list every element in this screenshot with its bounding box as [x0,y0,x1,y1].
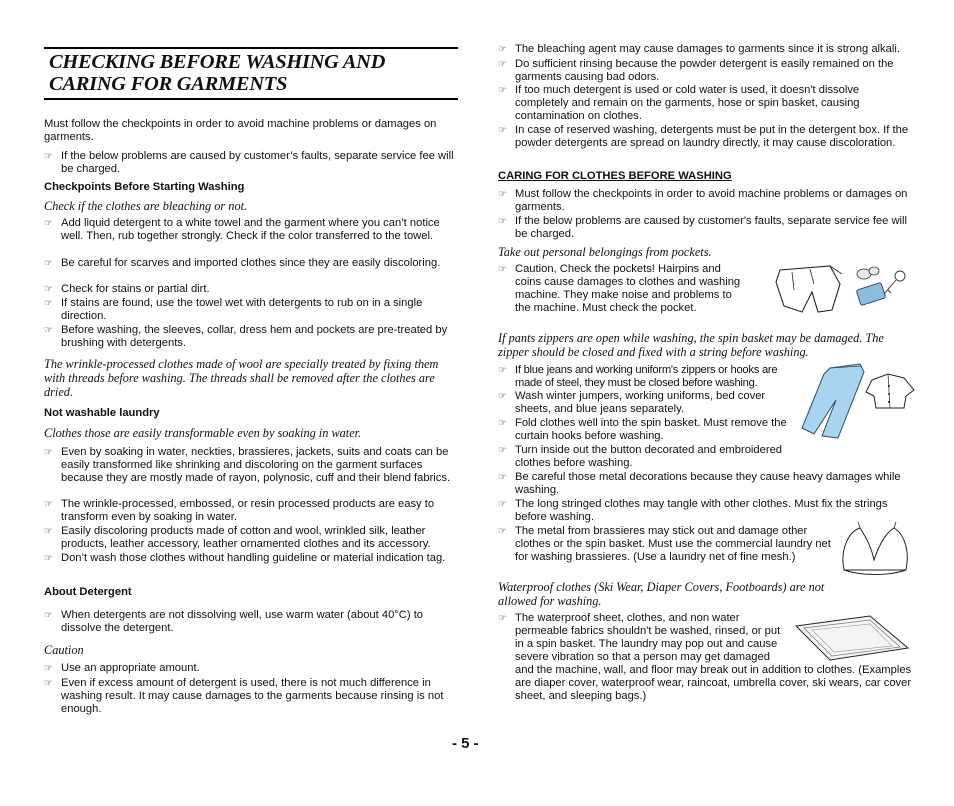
pointing-hand-icon: ☞ [498,445,507,456]
waterproof-subheading: Waterproof clothes (Ski Wear, Diaper Covers, Footboards) are not allowed for washing. [498,580,825,608]
zipper-note: If pants zippers are open while washing, the spin basket may be damaged. The zipper should be closed and fixed with a string before washing. [498,331,884,359]
pointing-hand-icon: ☞ [498,44,507,55]
pointing-hand-icon: ☞ [498,613,507,624]
list-item: ☞ Turn inside out the button decorated and embroidered clothes before washing. [498,444,783,469]
bleaching-subheading: Check if the clothes are bleaching or not. [44,199,248,213]
pointing-hand-icon: ☞ [44,447,53,458]
pointing-hand-icon: ☞ [44,218,53,229]
pointing-hand-icon: ☞ [44,325,53,336]
list-item: ☞ Be careful those metal decorations because they cause heavy damages while washing. [498,471,901,496]
list-item: ☞ Add liquid detergent to a white towel and the garment where you can’t notice well. Then, rub together strongly. Check if the color transferred to the towel. [44,217,440,242]
pointing-hand-icon: ☞ [498,391,507,402]
page-title [49,51,459,95]
pointing-hand-icon: ☞ [498,216,507,227]
pointing-hand-icon: ☞ [498,125,507,136]
list-item: ☞ The waterproof sheet, clothes, and non water permeable fabrics shouldn't be washed, rinsed, or put in a spin basket. The laundry may pop out and cause severe vibration so that a person may get damaged and the machine, wall, and floor may break out in addition to clothes. (Examples are diaper cover, waterproof wear, raincoat, umbrella cover, ski wears, car cover sheet, and sleeping bags.) [498,612,912,702]
title-top-rule [44,47,458,49]
brassiere-illustration [838,520,912,578]
pointing-hand-icon: ☞ [44,151,53,162]
list-item: ☞ If blue jeans and working uniform's zippers or hooks are made of steel, they must be closed before washing. [498,364,778,389]
pointing-hand-icon: ☞ [498,472,507,483]
list-item: ☞ Caution, Check the pockets! Hairpins and coins cause damages to clothes and washing machine. They make noise and problems to the machine. Must check the pocket. [498,263,741,314]
pointing-hand-icon: ☞ [498,59,507,70]
list-item: ☞ If the below problems are caused by customer's faults, separate service fee will be charged. [498,215,908,240]
list-item: ☞ Use an appropriate amount. [44,662,200,674]
pointing-hand-icon: ☞ [44,258,53,269]
list-item: ☞ The wrinkle-processed, embossed, or resin processed products are easy to transform even by soaking in water. [44,498,435,523]
pointing-hand-icon: ☞ [44,284,53,295]
wrinkle-note: The wrinkle-processed clothes made of wool are specially treated by fixing them with threads before washing. The threads shall be removed after the clothes are dried. [44,357,439,399]
pointing-hand-icon: ☞ [44,610,53,621]
list-item: ☞ Must follow the checkpoints in order to avoid machine problems or damages on garments. [498,188,908,213]
not-washable-subheading: Clothes those are easily transformable even by soaking in water. [44,426,362,440]
pointing-hand-icon: ☞ [44,526,53,537]
pointing-hand-icon: ☞ [498,189,507,200]
list-item: ☞ Even if excess amount of detergent is used, there is not much difference in washing result. It may cause damages to the garments because rinsing is not enough. [44,677,444,715]
list-item: ☞ If the below problems are caused by customer’s faults, separate service fee will be charged. [44,150,454,175]
list-item: ☞ Do sufficient rinsing because the powder detergent is easily remained on the garments causing bad odors. [498,58,894,83]
list-item: ☞ If too much detergent is used or cold water is used, it doesn't dissolve completely and remain on the garments, hose or spin basket, causing contamination on clothes. [498,84,860,122]
list-item: ☞ In case of reserved washing, detergents must be put in the detergent box. If the powder detergents are spread on laundry directly, it may cause discoloration. [498,124,909,149]
list-item: ☞ When detergents are not dissolving well, use warm water (about 40°C) to dissolve the detergent. [44,609,424,634]
pointing-hand-icon: ☞ [44,499,53,510]
pointing-hand-icon: ☞ [44,678,53,689]
not-washable-heading: Not washable laundry [44,407,160,419]
pointing-hand-icon: ☞ [498,526,507,537]
page-title-line1: CHECKING BEFORE WASHING AND [49,51,386,73]
pointing-hand-icon: ☞ [44,663,53,674]
caution-label: Caution [44,643,84,657]
detergent-heading: About Detergent [44,586,132,598]
page-number: - 5 - [452,735,479,752]
list-item: ☞ Even by soaking in water, neckties, brassieres, jackets, suits and coats can be easily transformed like shrinking and discoloring on the garment surfaces because they are mostly made of rayon, polynosic, cuff and their blend fabrics. [44,446,451,484]
list-item: ☞ The long stringed clothes may tangle with other clothes. Must fix the strings before washing. [498,498,888,523]
intro-text: Must follow the checkpoints in order to avoid machine problems or damages on garments. [44,118,437,143]
list-item: ☞ If stains are found, use the towel wet with detergents to rub on in a single direction. [44,297,423,322]
list-item: ☞ Easily discoloring products made of cotton and wool, wrinkled silk, leather products, leather accessory, leather ornamented clothes and its accessory. [44,525,431,550]
caring-heading: CARING FOR CLOTHES BEFORE WASHING [498,170,732,182]
list-item: ☞ The metal from brassieres may stick out and damage other clothes or the spin basket. Must use the commercial laundry net for washing brassieres. (Use a laundry net of fine mesh.) [498,525,831,563]
pointing-hand-icon: ☞ [44,553,53,564]
pointing-hand-icon: ☞ [498,85,507,96]
pointing-hand-icon: ☞ [498,264,507,275]
checkpoints-heading: Checkpoints Before Starting Washing [44,181,245,193]
list-item: ☞ Don’t wash those clothes without handling guideline or material indication tag. [44,552,446,564]
pockets-subheading: Take out personal belongings from pockets. [498,245,712,259]
waterproof-sheet-illustration [790,612,912,664]
list-item: ☞ Check for stains or partial dirt. [44,283,210,295]
list-item: ☞ The bleaching agent may cause damages to garments since it is strong alkali. [498,43,900,55]
pointing-hand-icon: ☞ [498,418,507,429]
pants-pocket-illustration [770,262,915,317]
jeans-shirt-illustration [800,362,918,442]
pointing-hand-icon: ☞ [44,298,53,309]
list-item: ☞ Fold clothes well into the spin basket. Must remove the curtain hooks before washing. [498,417,787,442]
title-bottom-rule [44,98,458,100]
pointing-hand-icon: ☞ [498,499,507,510]
page-title-line2: CARING FOR GARMENTS [49,73,288,95]
list-item: ☞ Before washing, the sleeves, collar, dress hem and pockets are pre-treated by brushing with detergents. [44,324,448,349]
pointing-hand-icon: ☞ [498,365,507,376]
list-item: ☞ Wash winter jumpers, working uniforms, bed cover sheets, and blue jeans separately. [498,390,766,415]
list-item: ☞ Be careful for scarves and imported clothes since they are easily discoloring. [44,257,441,269]
